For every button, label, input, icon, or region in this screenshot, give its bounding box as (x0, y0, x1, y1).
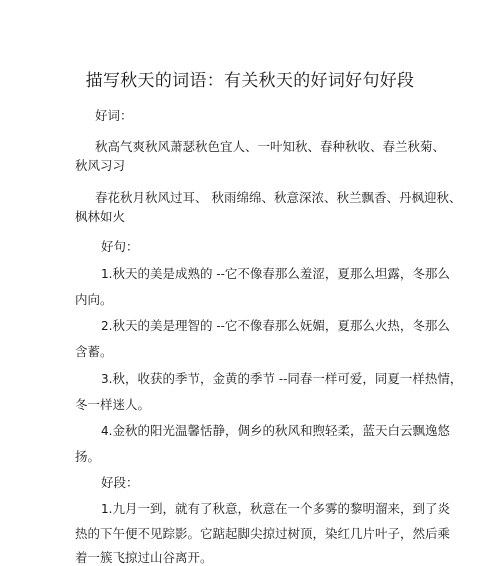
paragraph-1-line1 (101, 501, 450, 517)
good-words-para2-line1: 春花秋月秋风过耳、 秋雨绵绵、秋意深浓、秋兰飘香、丹枫迎秋、 (95, 190, 462, 205)
section-heading-good-paragraphs: 好段： (101, 475, 139, 490)
good-words-para1-line2: 秋风习习 (75, 158, 126, 173)
page-title: 描写秋天的词语：有关秋天的好词好句好段 (85, 71, 415, 91)
paragraph-1-number: 1. (101, 502, 113, 516)
sentence-4-number: 4. (101, 424, 113, 438)
sentence-3-number: 3. (101, 372, 113, 386)
good-words-para2-line2: 枫林如火 (75, 209, 126, 224)
sentence-4-line1 (101, 423, 450, 439)
sentence-1-number: 1. (101, 267, 113, 281)
sentence-2-number: 2. (101, 319, 113, 333)
sentence-4-line2: 扬。 (75, 449, 101, 464)
sentence-2-line2: 含蓄。 (75, 344, 113, 359)
paragraph-1-line2: 热的下午便不见踪影。它踮起脚尖掠过树顶，染红几片叶子，然后乘 (75, 526, 451, 541)
paragraph-1-text: 九月一到，就有了秋意，秋意在一个多雾的黎明溜来，到了炎 (112, 501, 450, 516)
sentence-2-line1 (101, 318, 450, 334)
sentence-1-line2: 内向。 (75, 292, 113, 307)
sentence-3-line1 (101, 371, 462, 387)
sentence-3-line2: 冬一样迷人。 (75, 397, 151, 412)
sentence-4-text: 金秋的阳光温馨恬静，倜乡的秋风和煦轻柔，蓝天白云飘逸悠 (112, 423, 450, 438)
section-heading-good-sentences: 好句： (101, 239, 139, 254)
sentence-1-text: 秋天的美是成熟的 --它不像春那么羞涩，夏那么坦露，冬那么 (112, 266, 450, 281)
sentence-1-line1 (101, 266, 450, 282)
sentence-2-text: 秋天的美是理智的 --它不像春那么妩媚，夏那么火热，冬那么 (112, 318, 450, 333)
paragraph-1-line3: 着一簇飞掠过山谷离开。 (75, 550, 213, 565)
sentence-3-text: 秋，收获的季节，金黄的季节 --同春一样可爱，同夏一样热情， (112, 371, 463, 386)
section-heading-good-words: 好词： (95, 108, 133, 123)
good-words-para1-line1: 秋高气爽秋风萧瑟秋色宜人、一叶知秋、春种秋收、春兰秋菊、 (95, 139, 446, 154)
